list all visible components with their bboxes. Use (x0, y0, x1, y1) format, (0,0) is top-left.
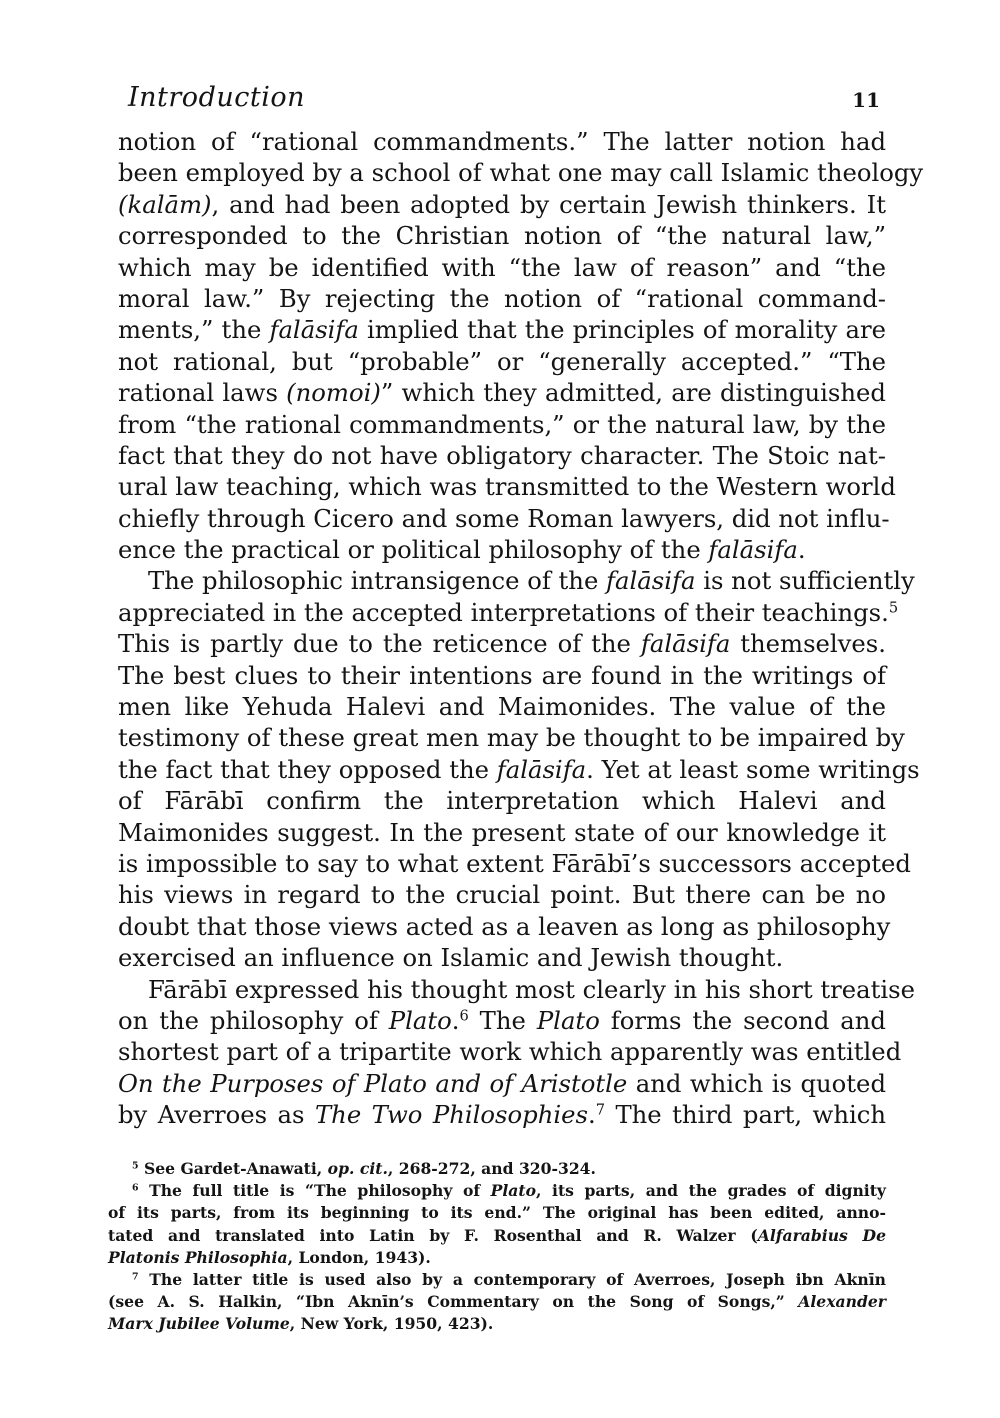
body-line: testimony of these great men may be thought to be impaired by (118, 723, 905, 753)
body-line: shortest part of a tripartite work which apparently was entitled (118, 1037, 902, 1067)
footnote-line: Platonis Philosophia, London, 1943). (108, 1247, 431, 1267)
body-line: doubt that those views acted as a leaven as long as philosophy (118, 911, 891, 941)
body-line: his views in regard to the crucial point. But there can be no (118, 880, 886, 910)
body-line: appreciated in the accepted interpretations of their teachings.$^5$ (118, 597, 899, 627)
body-line: is impossible to say to what extent Fārābī’s successors accepted (118, 848, 911, 878)
footnotes (108, 1158, 886, 1336)
body-line: chiefly through Cicero and some Roman lawyers, did not influ- (118, 503, 890, 533)
body-line: ence the practical or political philosophy of the falāsifa. (118, 535, 806, 565)
page-header (128, 82, 880, 122)
body-text (118, 126, 924, 1131)
body-line: On the Purposes of Plato and of Aristotle and which is quoted (118, 1068, 886, 1098)
body-line: This is partly due to the reticence of the falāsifa themselves. (118, 629, 886, 659)
body-line: from “the rational commandments,” or the natural law, by the (118, 409, 886, 439)
footnote-line: $^5$ See Gardet-Anawati, op. cit., 268-272, and 320-324. (132, 1159, 596, 1178)
body-line: of Fārābī confirm the interpretation which Halevi and (118, 786, 886, 816)
body-line: men like Yehuda Halevi and Maimonides. The value of the (118, 692, 886, 722)
body-line: (kalām), and had been adopted by certain Jewish thinkers. It (118, 189, 886, 219)
body-line: moral law.” By rejecting the notion of “rational command- (118, 283, 886, 313)
body-line: by Averroes as The Two Philosophies.$^7$ The third part, which (118, 1100, 886, 1130)
body-line: not rational, but “probable” or “generally accepted.” “The (118, 346, 886, 376)
body-line: the fact that they opposed the falāsifa. Yet at least some writings (118, 754, 920, 784)
running-head: Introduction (128, 82, 305, 113)
body-line: ments,” the falāsifa implied that the principles of morality are (118, 315, 886, 345)
body-line: The best clues to their intentions are found in the writings of (118, 660, 886, 690)
body-line: on the philosophy of Plato.$^6$ The Plato forms the second and (118, 1005, 886, 1035)
body-line: exercised an influence on Islamic and Jewish thought. (118, 943, 784, 973)
body-line: Fārābī expressed his thought most clearly in his short treatise (148, 974, 915, 1004)
body-line: been employed by a school of what one may call Islamic theology (118, 158, 924, 188)
body-line: rational laws (nomoi)” which they admitted, are distinguished (118, 378, 886, 408)
body-line: Maimonides suggest. In the present state of our knowledge it (118, 817, 886, 847)
body-line: The philosophic intransigence of the falāsifa is not sufficiently (148, 566, 915, 596)
footnote-line: Marx Jubilee Volume, New York, 1950, 423). (108, 1314, 494, 1334)
page-number: 11 (852, 88, 880, 112)
footnote-line: tated and translated into Latin by F. Rosenthal and R. Walzer (Alfarabius De (108, 1225, 886, 1245)
body-line: notion of “rational commandments.” The latter notion had (118, 127, 886, 156)
footnote-line: of its parts, from its beginning to its end.” The original has been edited, anno- (108, 1203, 886, 1223)
body-line: ural law teaching, which was transmitted to the Western world (118, 472, 896, 502)
body-line: corresponded to the Christian notion of “the natural law,” (118, 221, 886, 251)
body-line: which may be identified with “the law of reason” and “the (118, 252, 886, 282)
body-line: fact that they do not have obligatory character. The Stoic nat- (118, 440, 886, 470)
footnote-line: $^7$ The latter title is used also by a contemporary of Averroes, Joseph ibn Aknīn (132, 1269, 886, 1289)
footnote-line: $^6$ The full title is “The philosophy of Plato, its parts, and the grades of dignity (132, 1181, 886, 1201)
footnote-line: (see A. S. Halkin, “Ibn Aknīn’s Commentary on the Song of Songs,” Alexander (108, 1292, 886, 1312)
